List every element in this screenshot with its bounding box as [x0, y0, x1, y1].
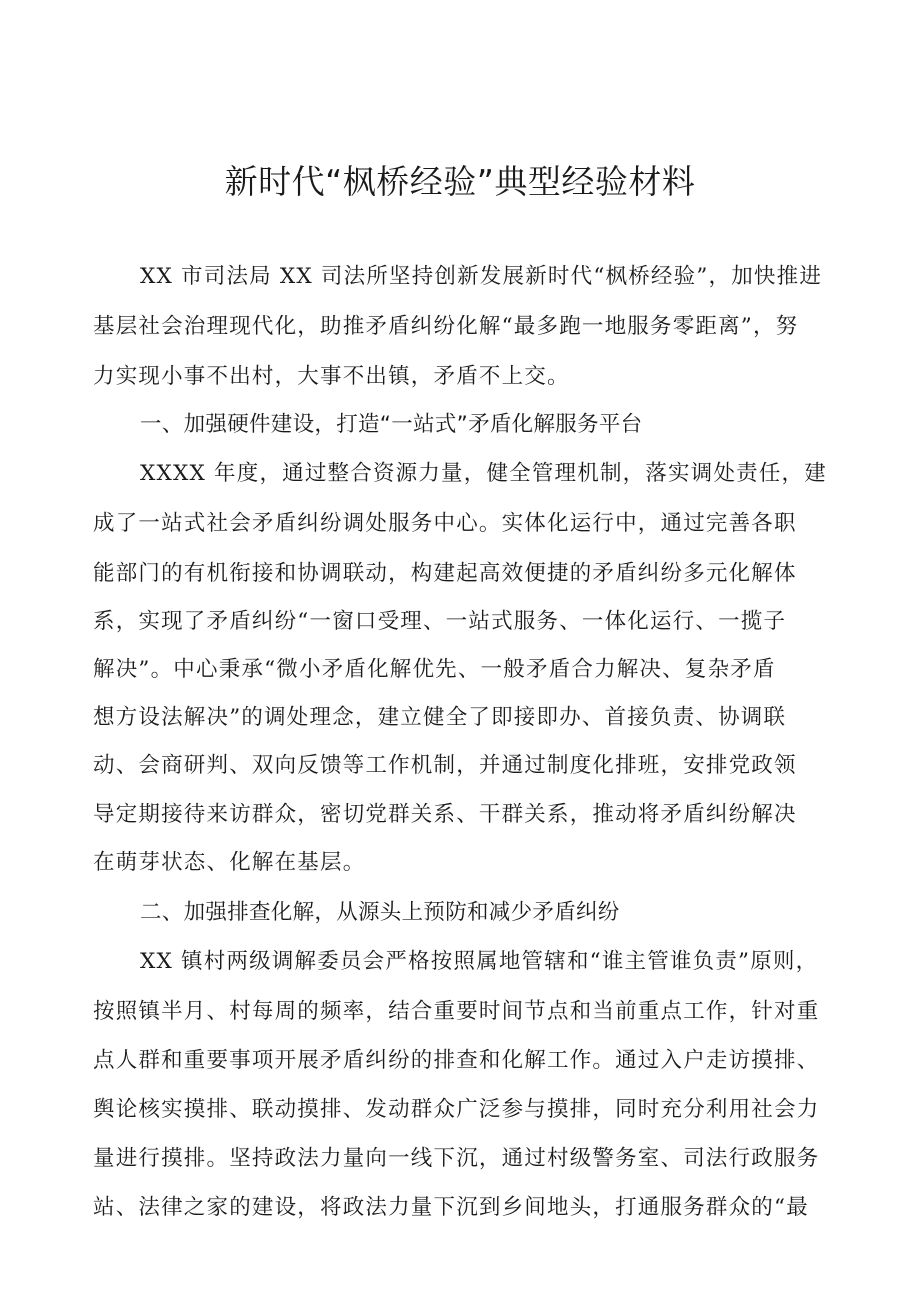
paragraph-line: XX 镇村两级调解委员会严格按照属地管辖和“谁主管谁负责”原则， [140, 949, 819, 974]
paragraph-line: 点人群和重要事项开展矛盾纠纷的排查和化解工作。通过入户走访摸排、 [93, 1048, 820, 1073]
section-heading-1: 一、加强硬件建设，打造“一站式”矛盾化解服务平台 [140, 412, 643, 437]
paragraph-line: 解决”。中心秉承“微小矛盾化解优先、一般矛盾合力解决、复杂矛盾 [93, 657, 776, 682]
paragraph-line: 舆论核实摸排、联动摸排、发动群众广泛参与摸排，同时充分利用社会力 [93, 1097, 820, 1122]
section-heading-2: 二、加强排查化解，从源头上预防和减少矛盾纠纷 [140, 900, 620, 925]
paragraph-line: 成了一站式社会矛盾纠纷调处服务中心。实体化运行中，通过完善各职 [93, 511, 797, 536]
intro-line: 力实现小事不出村，大事不出镇，矛盾不上交。 [93, 364, 570, 389]
paragraph-line: 能部门的有机衔接和协调联动，构建起高效便捷的矛盾纠纷多元化解体 [93, 561, 797, 586]
intro-line: 基层社会治理现代化，助推矛盾纠纷化解“最多跑一地服务零距离”，努 [93, 314, 799, 339]
paragraph-line: XXXX 年度，通过整合资源力量，健全管理机制，落实调处责任，建 [140, 461, 827, 486]
document-title: 新时代“枫桥经验”典型经验材料 [224, 162, 696, 201]
paragraph-line: 按照镇半月、村每周的频率，结合重要时间节点和当前重点工作，针对重 [93, 999, 820, 1024]
paragraph-line: 站、法律之家的建设，将政法力量下沉到乡间地头，打通服务群众的“最 [93, 1195, 809, 1220]
paragraph-line: 导定期接待来访群众，密切党群关系、干群关系，推动将矛盾纠纷解决 [93, 802, 797, 827]
paragraph-line: 量进行摸排。坚持政法力量向一线下沉，通过村级警务室、司法行政服务 [93, 1146, 820, 1171]
paragraph-line: 系，实现了矛盾纠纷“一窗口受理、一站式服务、一体化运行、一揽子 [93, 609, 787, 634]
paragraph-line: 在萌芽状态、化解在基层。 [93, 850, 366, 875]
paragraph-line: 想方设法解决”的调处理念，建立健全了即接即办、首接负责、协调联 [93, 705, 787, 730]
paragraph-line: 动、会商研判、双向反馈等工作机制，并通过制度化排班，安排党政领 [93, 753, 797, 778]
intro-line: XX 市司法局 XX 司法所坚持创新发展新时代“枫桥经验”，加快推进 [140, 264, 823, 289]
